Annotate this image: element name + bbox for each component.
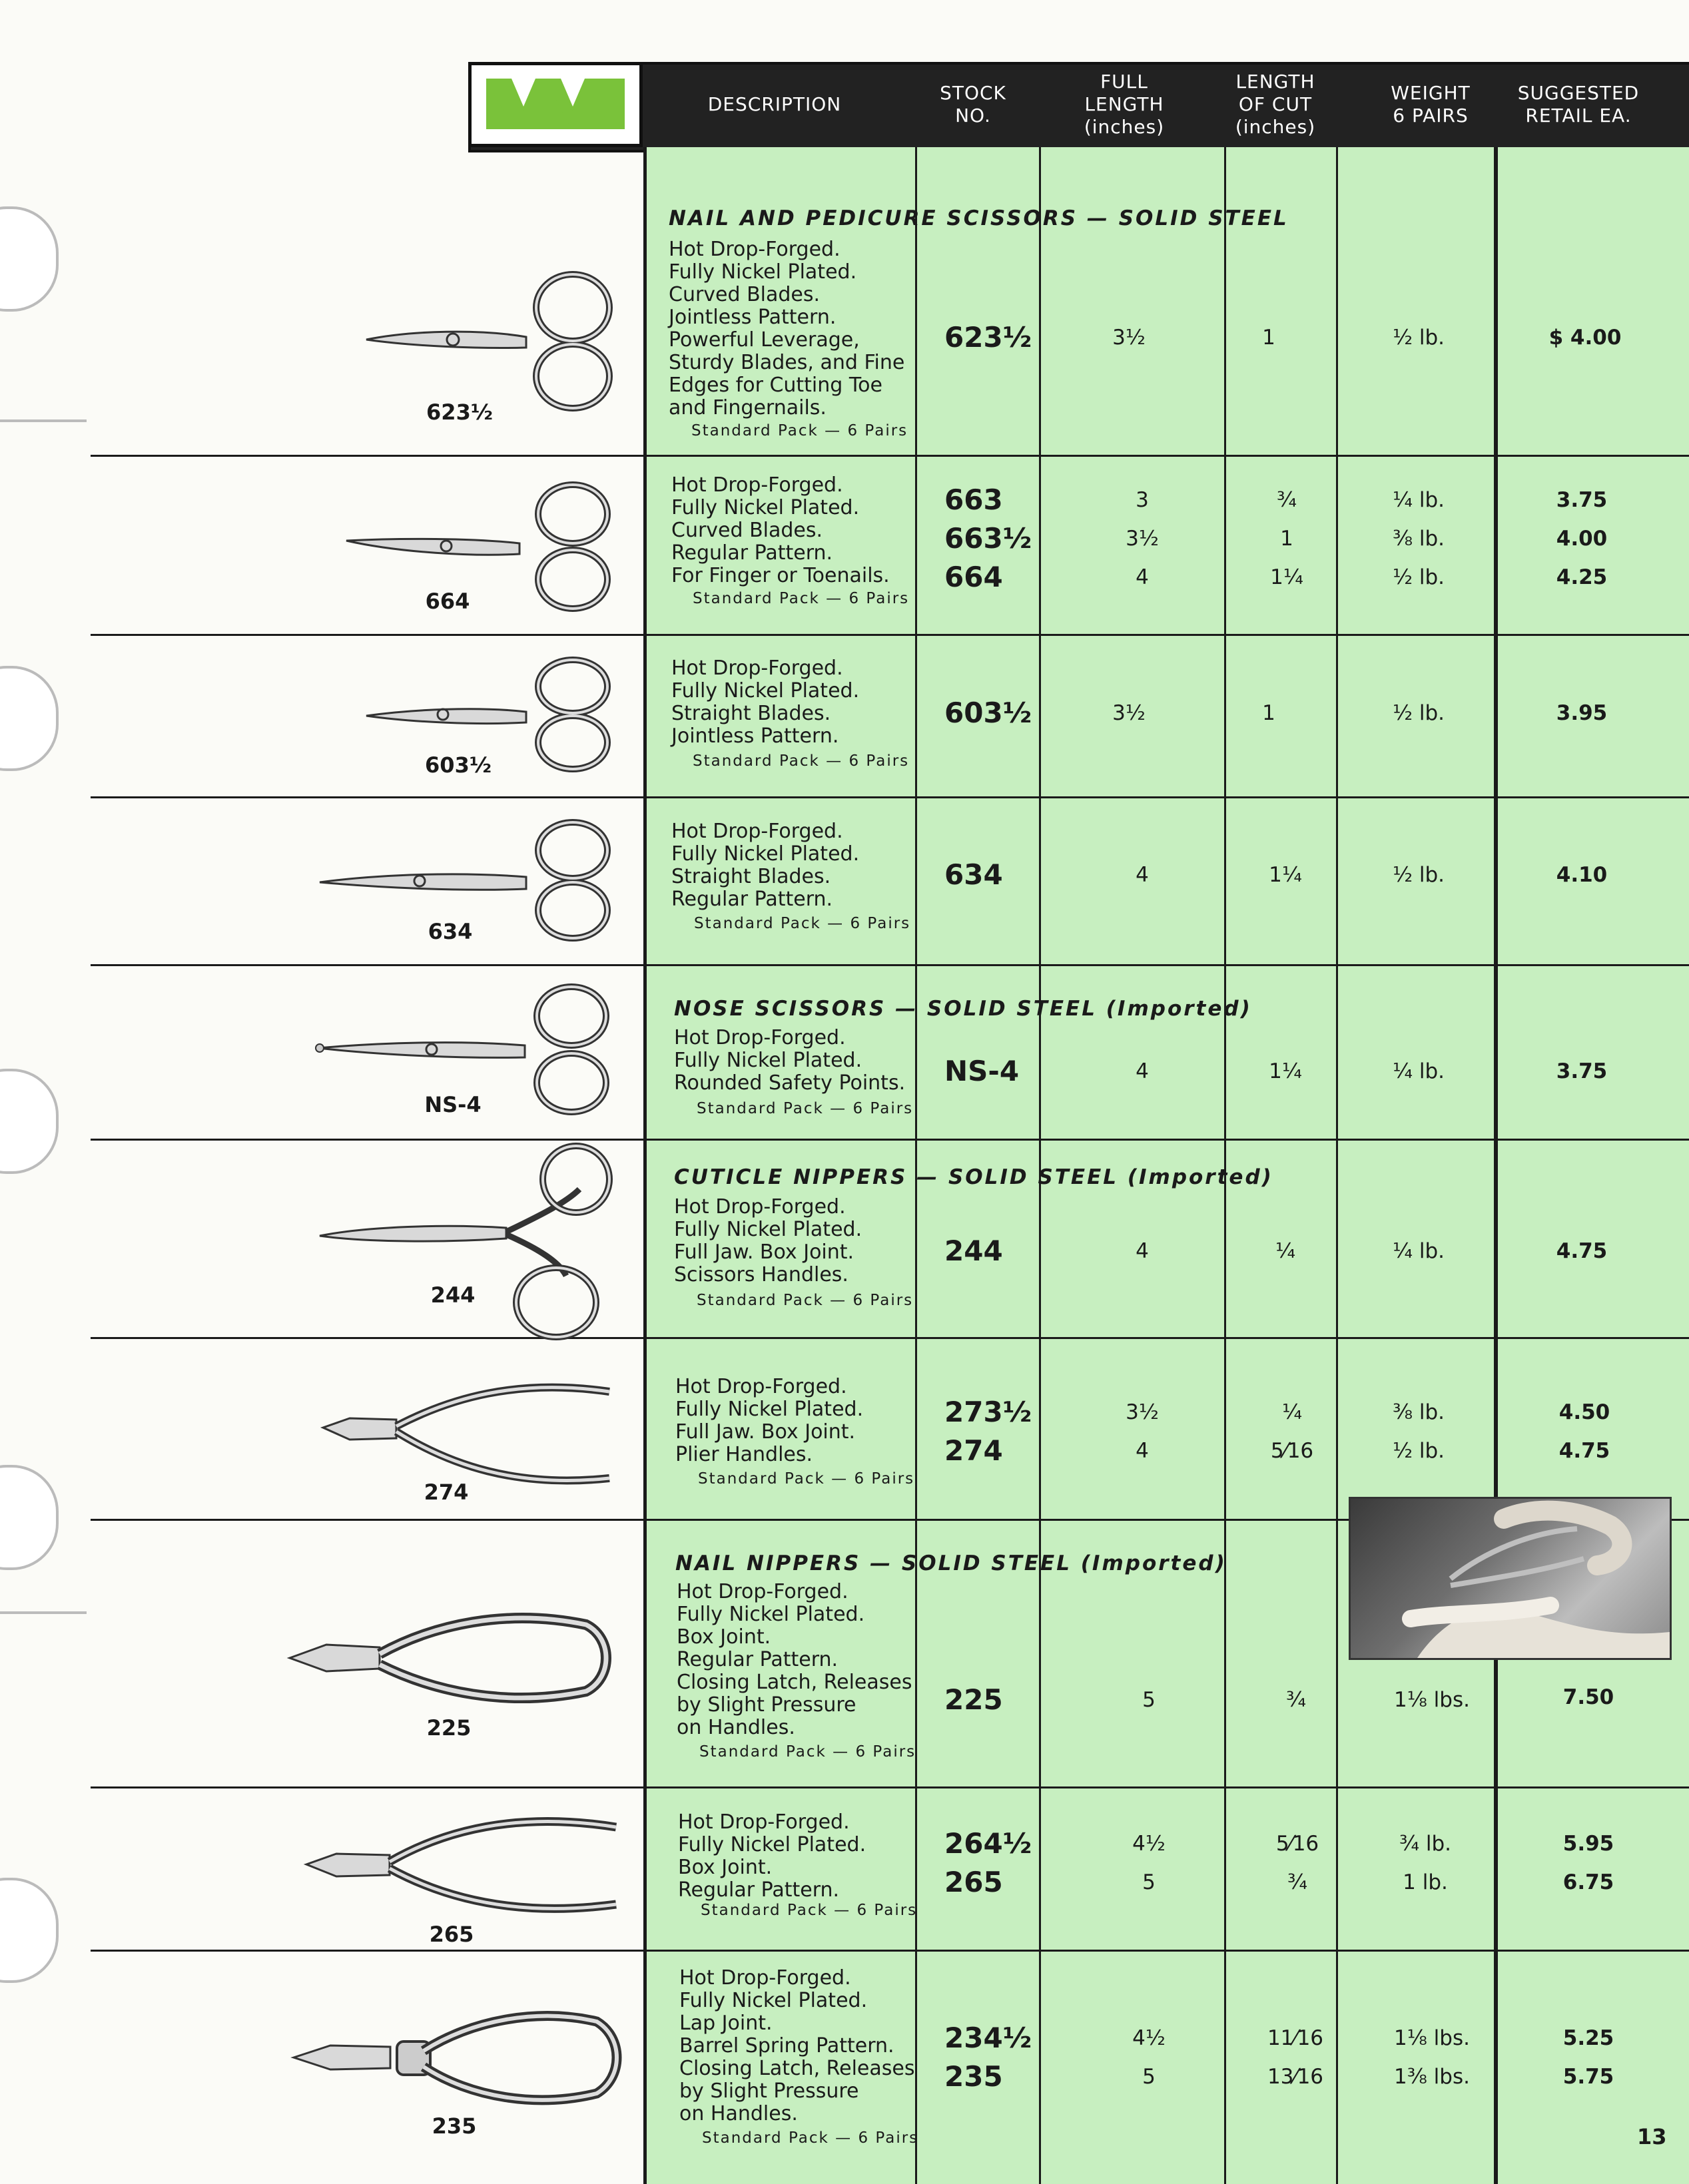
description-line: Straight Blades. — [671, 702, 831, 725]
column-header-retail: SUGGESTED RETAIL EA. — [1517, 82, 1640, 127]
length-of-cut-value: ¼ 5⁄16 — [1270, 1400, 1314, 1463]
product-image-label: 623½ — [426, 400, 493, 425]
length-of-cut-value: ¼ — [1275, 1239, 1296, 1263]
description-line: For Finger or Toenails. — [671, 564, 890, 587]
description-line: Fully Nickel Plated. — [674, 1218, 862, 1241]
w-logo-icon — [472, 65, 639, 144]
retail-price: 5.95 6.75 — [1562, 1832, 1614, 1894]
product-image-label: 235 — [432, 2113, 477, 2139]
description-line: Curved Blades. — [671, 519, 823, 542]
description-line: Fully Nickel Plated. — [679, 1989, 868, 2012]
curved-scissors-icon — [360, 266, 619, 413]
binder-hole — [0, 1465, 59, 1570]
description-line: Sturdy Blades, and Fine — [669, 351, 905, 374]
description-line: Fully Nickel Plated. — [675, 1398, 864, 1421]
retail-price: 3.95 — [1556, 701, 1608, 725]
description-line: Hot Drop-Forged. — [669, 238, 841, 261]
description-line: Full Jaw. Box Joint. — [674, 1240, 854, 1264]
product-description — [678, 1811, 866, 1902]
standard-pack-note: Standard Pack — 6 Pairs — [698, 1470, 915, 1488]
product-description — [674, 1027, 905, 1095]
standard-pack-note: Standard Pack — 6 Pairs — [697, 1100, 914, 1117]
retail-price: $ 4.00 — [1548, 326, 1622, 350]
product-description — [677, 1581, 912, 1739]
description-line: Edges for Cutting Toe — [669, 374, 882, 397]
product-description — [671, 657, 859, 748]
standard-pack-note: Standard Pack — 6 Pairs — [701, 1902, 918, 1919]
retail-price: 5.25 5.75 — [1562, 2026, 1614, 2089]
length-of-cut-value: 1 — [1262, 701, 1275, 725]
stock-number: 244 — [944, 1234, 1003, 1267]
full-length-value: 4½ 5 — [1132, 1832, 1166, 1894]
hand-photo-icon — [1351, 1499, 1670, 1658]
retail-price: 4.75 — [1556, 1239, 1608, 1263]
product-image-label: 225 — [426, 1715, 472, 1741]
product-image-label: 664 — [425, 589, 470, 614]
weight-value: ¾ lb. 1 lb. — [1399, 1832, 1452, 1894]
description-line: Fully Nickel Plated. — [678, 1833, 866, 1856]
product-image-label: 603½ — [425, 752, 492, 778]
description-line: Fully Nickel Plated. — [669, 260, 857, 284]
stock-number: 663 663½ 664 — [944, 483, 1032, 593]
description-line: Rounded Safety Points. — [674, 1071, 906, 1095]
weight-value: ¼ lb. — [1392, 1239, 1445, 1263]
full-length-value: 4 — [1136, 1059, 1149, 1083]
hand-using-nipper-photo — [1349, 1497, 1672, 1660]
nail-nipper-icon — [303, 1798, 623, 1924]
description-line: Regular Pattern. — [671, 541, 833, 565]
description-line: Fully Nickel Plated. — [674, 1049, 862, 1072]
row-divider — [91, 455, 1689, 457]
cuticle-nipper-icon — [313, 1143, 619, 1342]
curved-scissors-icon — [340, 479, 619, 613]
product-image-label: 244 — [430, 1282, 476, 1308]
brand-logo — [468, 62, 643, 147]
description-line: Fully Nickel Plated. — [677, 1603, 865, 1626]
product-image-label: NS-4 — [424, 1092, 482, 1117]
product-description — [671, 820, 859, 911]
description-line: by Slight Pressure — [679, 2079, 859, 2103]
description-line: Straight Blades. — [671, 865, 831, 888]
description-line: Fully Nickel Plated. — [671, 496, 860, 519]
length-of-cut-value: ¾ — [1285, 1688, 1307, 1712]
full-length-value: 3½ — [1112, 326, 1146, 350]
description-line: Hot Drop-Forged. — [679, 1966, 851, 1990]
description-line: Lap Joint. — [679, 2012, 773, 2035]
description-line: Hot Drop-Forged. — [677, 1580, 848, 1603]
description-line: Hot Drop-Forged. — [675, 1375, 847, 1398]
full-length-value: 3½ — [1112, 701, 1146, 725]
product-description — [679, 1967, 914, 2125]
standard-pack-note: Standard Pack — 6 Pairs — [691, 422, 908, 439]
full-length-value: 3½ 4 — [1126, 1400, 1159, 1463]
full-length-value: 4½ 5 — [1132, 2026, 1166, 2089]
weight-value: 1⅛ lbs. 1⅜ lbs. — [1394, 2026, 1470, 2089]
standard-pack-note: Standard Pack — 6 Pairs — [699, 1743, 916, 1761]
binder-hole — [0, 1878, 59, 1983]
description-line: Hot Drop-Forged. — [671, 820, 843, 843]
product-image-label: 265 — [429, 1922, 474, 1947]
retail-price: 4.10 — [1556, 863, 1608, 887]
stock-number: NS-4 — [944, 1055, 1020, 1087]
description-line: Hot Drop-Forged. — [674, 1195, 846, 1219]
weight-value: ½ lb. — [1392, 863, 1445, 887]
description-line: Hot Drop-Forged. — [671, 473, 843, 497]
product-description — [675, 1376, 863, 1466]
product-image-label: 274 — [424, 1480, 469, 1505]
length-of-cut-value: 5⁄16 ¾ — [1275, 1832, 1319, 1894]
standard-pack-note: Standard Pack — 6 Pairs — [694, 915, 911, 932]
stock-number: 603½ — [944, 696, 1032, 729]
product-image-label: 634 — [428, 919, 473, 944]
retail-price: 3.75 4.00 4.25 — [1556, 488, 1608, 589]
row-divider — [91, 796, 1689, 798]
weight-value: ¼ lb. ⅜ lb. ½ lb. — [1392, 488, 1445, 589]
nail-nipper-icon — [286, 1598, 619, 1718]
column-divider — [643, 147, 647, 2184]
weight-value: ⅜ lb. ½ lb. — [1392, 1400, 1445, 1463]
product-description — [671, 474, 890, 587]
description-line: Fully Nickel Plated. — [671, 679, 860, 702]
column-header-description: DESCRIPTION — [707, 93, 842, 115]
stock-number: 634 — [944, 858, 1003, 891]
weight-value: ½ lb. — [1392, 701, 1445, 725]
straight-scissors-icon — [313, 816, 619, 942]
weight-value: ¼ lb. — [1392, 1059, 1445, 1083]
description-line: Jointless Pattern. — [671, 724, 839, 748]
description-line: Closing Latch, Releases — [677, 1671, 912, 1694]
column-divider — [1494, 147, 1498, 2184]
description-line: Curved Blades. — [669, 283, 821, 306]
page-number: 13 — [1637, 2124, 1667, 2149]
description-line: Regular Pattern. — [671, 888, 833, 911]
column-header-stock: STOCK NO. — [940, 82, 1006, 127]
column-header-length-cut: LENGTH OF CUT (inches) — [1235, 71, 1316, 138]
section-title: NAIL AND PEDICURE SCISSORS — SOLID STEEL — [669, 206, 1289, 230]
stock-number: 225 — [944, 1683, 1003, 1716]
description-line: and Fingernails. — [669, 396, 827, 419]
length-of-cut-value: 11⁄16 13⁄16 — [1267, 2026, 1324, 2089]
description-line: by Slight Pressure — [677, 1693, 856, 1717]
binder-notch — [0, 1611, 87, 1614]
standard-pack-note: Standard Pack — 6 Pairs — [702, 2129, 919, 2147]
row-divider — [91, 634, 1689, 636]
description-line: Full Jaw. Box Joint. — [675, 1420, 856, 1444]
standard-pack-note: Standard Pack — 6 Pairs — [697, 1292, 914, 1309]
length-of-cut-value: 1 — [1262, 326, 1275, 350]
description-line: Regular Pattern. — [678, 1878, 840, 1902]
full-length-value: 3 3½ 4 — [1126, 488, 1159, 589]
description-line: on Handles. — [679, 2102, 798, 2125]
description-line: Hot Drop-Forged. — [674, 1026, 846, 1049]
nose-scissors-icon — [312, 979, 618, 1119]
description-line: Closing Latch, Releases — [679, 2057, 915, 2080]
section-title: NAIL NIPPERS — SOLID STEEL (Imported) — [675, 1551, 1227, 1575]
row-divider — [91, 1786, 1689, 1788]
binder-notch — [0, 419, 87, 422]
full-length-value: 4 — [1136, 1239, 1149, 1263]
description-line: Regular Pattern. — [677, 1648, 839, 1671]
description-line: Plier Handles. — [675, 1443, 813, 1466]
description-line: Jointless Pattern. — [669, 306, 837, 329]
standard-pack-note: Standard Pack — 6 Pairs — [693, 752, 910, 770]
retail-price: 4.50 4.75 — [1558, 1400, 1610, 1463]
standard-pack-note: Standard Pack — 6 Pairs — [693, 590, 910, 607]
column-header-full-length: FULL LENGTH (inches) — [1084, 71, 1165, 138]
binder-hole — [0, 1069, 59, 1174]
row-divider — [91, 964, 1689, 966]
section-title: CUTICLE NIPPERS — SOLID STEEL (Imported) — [674, 1165, 1273, 1189]
stock-number: 623½ — [944, 321, 1032, 354]
description-line: Box Joint. — [677, 1625, 771, 1649]
description-line: Box Joint. — [678, 1856, 773, 1879]
retail-price: 3.75 — [1556, 1059, 1608, 1083]
plier-nipper-icon — [316, 1365, 623, 1498]
barrel-spring-nipper-icon — [290, 1998, 623, 2117]
stock-number: 234½ 235 — [944, 2022, 1032, 2093]
product-description — [674, 1196, 862, 1286]
length-of-cut-value: 1¼ — [1269, 863, 1302, 887]
product-description — [669, 238, 904, 419]
binder-hole — [0, 206, 59, 312]
full-length-value: 5 — [1142, 1688, 1156, 1712]
description-line: Hot Drop-Forged. — [671, 657, 843, 680]
stock-number: 264½ 265 — [944, 1827, 1032, 1898]
straight-scissors-icon — [360, 656, 619, 776]
column-header-weight: WEIGHT 6 PAIRS — [1391, 82, 1471, 127]
section-title: NOSE SCISSORS — SOLID STEEL (Imported) — [674, 997, 1252, 1021]
weight-value: ½ lb. — [1392, 326, 1445, 350]
description-line: Barrel Spring Pattern. — [679, 2034, 894, 2057]
stock-number: 273½ 274 — [944, 1396, 1032, 1467]
row-divider — [91, 1950, 1689, 1952]
description-line: Powerful Leverage, — [669, 328, 860, 352]
retail-price: 7.50 — [1562, 1685, 1614, 1709]
full-length-value: 4 — [1136, 863, 1149, 887]
description-line: Hot Drop-Forged. — [678, 1810, 850, 1834]
length-of-cut-value: ¾ 1 1¼ — [1270, 488, 1303, 589]
binder-hole — [0, 666, 59, 771]
description-line: Scissors Handles. — [674, 1263, 848, 1286]
row-divider — [91, 1139, 1689, 1141]
length-of-cut-value: 1¼ — [1269, 1059, 1302, 1083]
description-line: Fully Nickel Plated. — [671, 842, 860, 866]
description-line: on Handles. — [677, 1716, 795, 1739]
weight-value: 1⅛ lbs. — [1394, 1688, 1470, 1712]
